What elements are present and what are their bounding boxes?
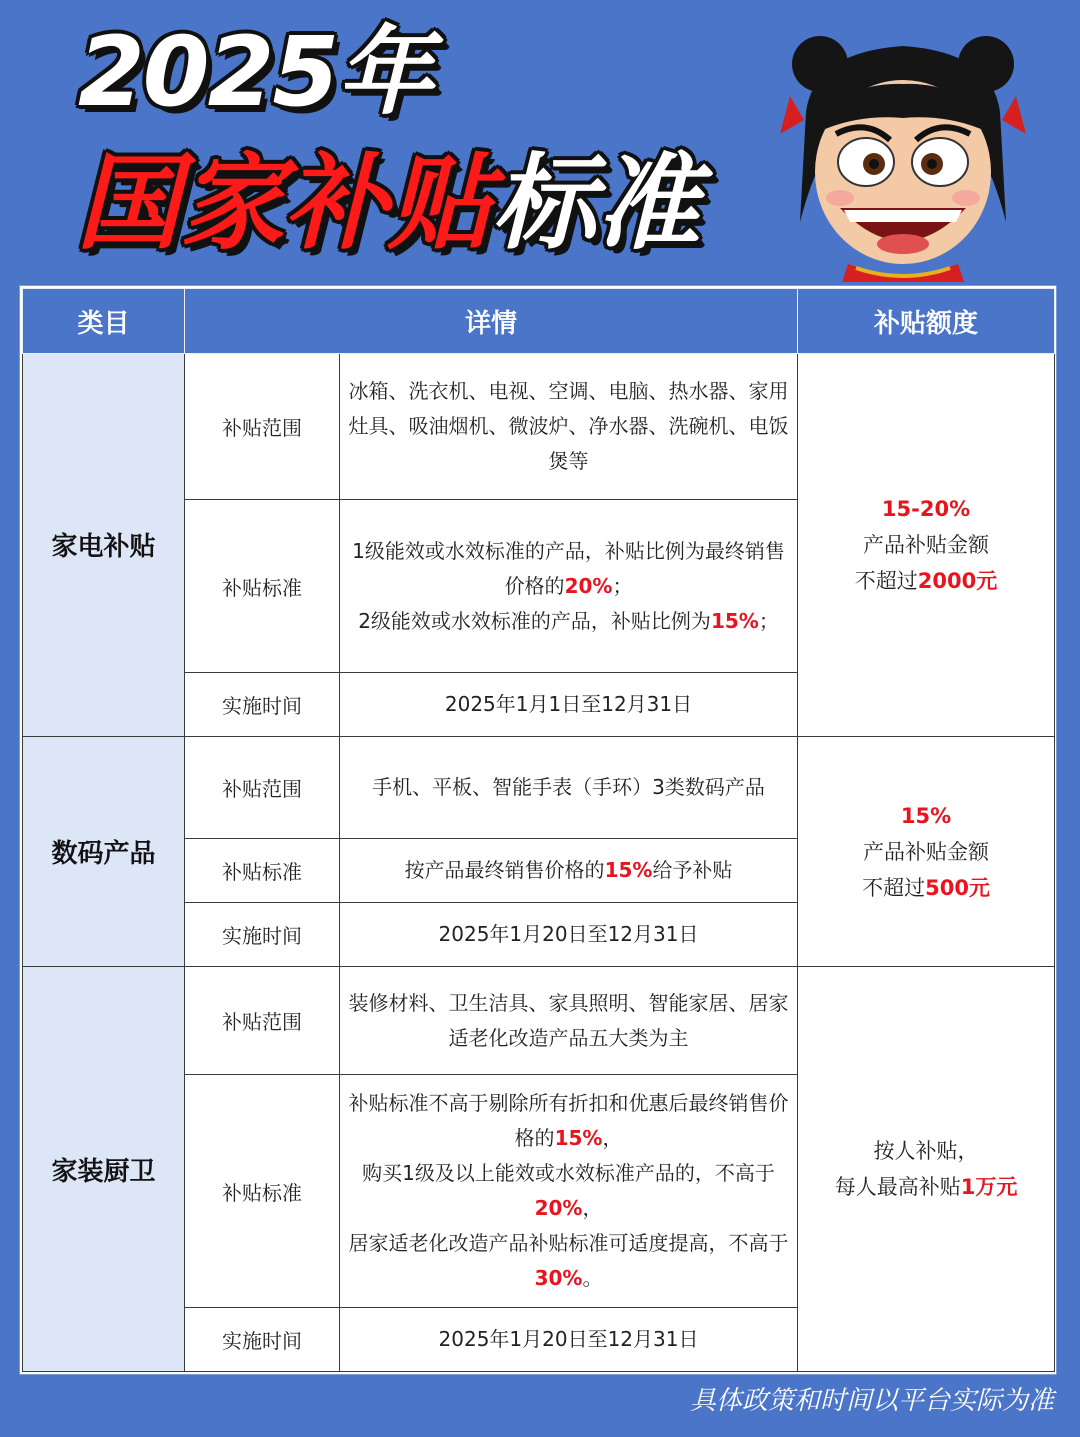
subsidy-table-container [20,286,1056,1374]
row-label: 实施时间 [185,1307,340,1371]
title-main-red: 国家补贴 [76,142,493,264]
header-amount: 补贴额度 [798,289,1055,354]
category-appliance: 家电补贴 [23,354,185,737]
title-main-white: 标准 [492,142,701,264]
detail-cell: 2025年1月20日至12月31日 [340,903,798,967]
amount-cap: 2000元 [917,568,998,593]
category-home-renovation: 家装厨卫 [23,967,185,1372]
title-main [76,142,701,264]
detail-cell: 1级能效或水效标准的产品，补贴比例为最终销售价格的20%； 2级能效或水效标准的产品，补贴比例为15%； [340,500,798,672]
row-label: 补贴范围 [185,967,340,1075]
amount-line: 按人补贴， [873,1139,979,1164]
amount-line: 产品补贴金额 [863,839,990,864]
amount-cap: 1万元 [960,1175,1018,1200]
amount-appliance [798,354,1055,737]
row-label: 补贴标准 [185,1075,340,1307]
detail-cell: 补贴标准不高于剔除所有折扣和优惠后最终销售价格的15%， 购买1级及以上能效或水效标准产品的，不高于20%， 居家适老化改造产品补贴标准可适度提高，不高于30%。 [340,1075,798,1307]
table-header-row [23,289,1055,354]
row-label: 实施时间 [185,672,340,736]
row-label: 补贴范围 [185,736,340,838]
title-year: 2025年 [78,16,432,128]
row-label: 补贴标准 [185,500,340,672]
amount-digital [798,736,1055,966]
amount-rate: 15-20% [881,496,971,521]
table-row [23,354,1055,500]
amount-line: 产品补贴金额 [863,532,990,557]
amount-rate: 15% [900,803,952,828]
header-category: 类目 [23,289,185,354]
detail-cell: 冰箱、洗衣机、电视、空调、电脑、热水器、家用灶具、吸油烟机、微波炉、净水器、洗碗机、电饭煲等 [340,354,798,500]
amount-cap-line: 不超过2000元 [854,568,998,593]
category-digital: 数码产品 [23,736,185,966]
detail-cell: 装修材料、卫生洁具、家具照明、智能家居、居家适老化改造产品五大类为主 [340,967,798,1075]
header-details: 详情 [185,289,798,354]
row-label: 实施时间 [185,903,340,967]
amount-cap: 500元 [925,875,990,900]
row-label: 补贴范围 [185,354,340,500]
detail-cell: 2025年1月20日至12月31日 [340,1307,798,1371]
amount-cap-line: 不超过500元 [862,875,990,900]
detail-cell: 手机、平板、智能手表（手环）3类数码产品 [340,736,798,838]
footer-note: 具体政策和时间以平台实际为准 [689,1386,1054,1416]
table-row [23,967,1055,1075]
mascot-illustration [778,22,1028,282]
row-label: 补贴标准 [185,838,340,902]
subsidy-table [22,288,1055,1372]
table-row [23,736,1055,838]
amount-home-renovation [798,967,1055,1372]
detail-cell: 2025年1月1日至12月31日 [340,672,798,736]
detail-cell: 按产品最终销售价格的15%给予补贴 [340,838,798,902]
amount-cap-line: 每人最高补贴1万元 [834,1175,1018,1200]
